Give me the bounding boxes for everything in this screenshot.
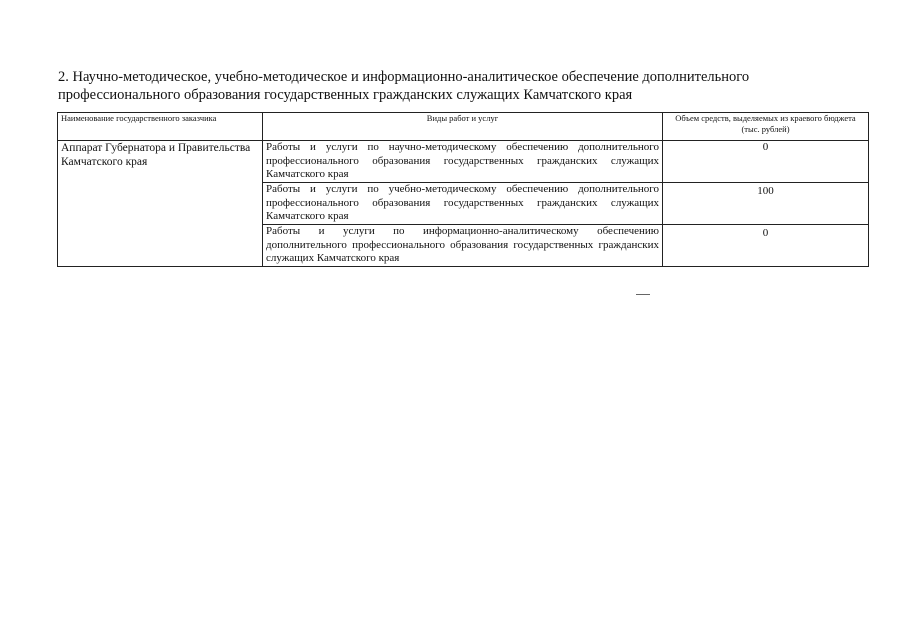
budget-table (57, 112, 869, 267)
customer-cell: Аппарат Губернатора и Правительства Камчатского края (58, 141, 263, 267)
table-header-row (58, 113, 869, 141)
header-customer: Наименование государственного заказчика (58, 113, 263, 141)
header-amount: Объем средств, выделяемых из краевого бюджета (тыс. рублей) (663, 113, 869, 141)
amount-cell: 100 (663, 183, 869, 225)
amount-cell: 0 (663, 141, 869, 183)
amount-cell: 0 (663, 225, 869, 267)
scan-mark (636, 294, 650, 295)
work-cell: Работы и услуги по учебно-методическому обеспечению дополнительного профессионального образования государственных гражданских служащих Камчатского края (263, 183, 663, 225)
work-cell: Работы и услуги по научно-методическому обеспечению дополнительного профессионального образования государственных гражданских служащих Камчатского края (263, 141, 663, 183)
work-cell: Работы и услуги по информационно-аналитическому обеспечению дополнительного профессионального образования государственных гражданских служащих Камчатского края (263, 225, 663, 267)
table-row (58, 141, 869, 183)
section-heading: 2. Научно-методическое, учебно-методическое и информационно-аналитическое обеспечение дополнительного профессионального образования государственных гражданских служащих Камчатского края (58, 69, 750, 103)
header-work-types: Виды работ и услуг (263, 113, 663, 141)
